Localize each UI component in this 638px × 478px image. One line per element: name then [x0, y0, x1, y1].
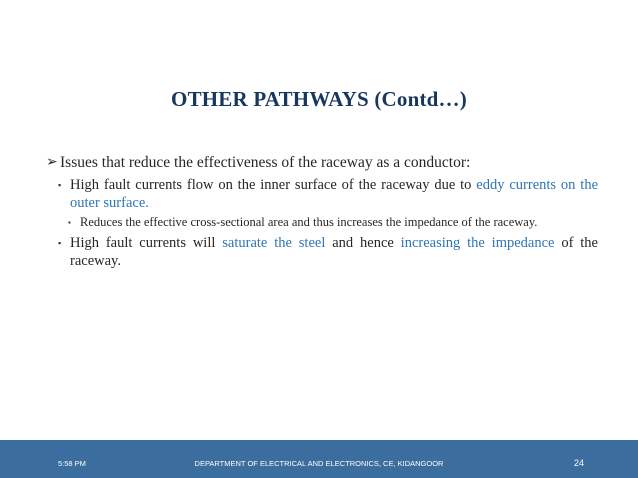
bullet-issues [46, 153, 598, 172]
eddy-currents-highlight: eddy currents on the outer surface. [70, 177, 598, 211]
sub-sub-bullet-area [68, 215, 598, 230]
sub-bullet-saturate-text [70, 234, 598, 270]
increasing-impedance-highlight: increasing the impedance [400, 235, 555, 251]
footer-department: DEPARTMENT OF ELECTRICAL AND ELECTRONICS, CE, KIDANGOOR [194, 459, 444, 468]
page-number: 24 [573, 458, 584, 468]
sub-bullet-saturate [58, 234, 598, 270]
fault-flow-text: High fault currents flow on the inner surface of the raceway due to [70, 177, 477, 193]
slide-title: OTHER PATHWAYS (Contd…) [171, 87, 467, 111]
saturate-steel-highlight: saturate the steel [222, 235, 326, 251]
arrow-bullet-icon: ➢ [46, 155, 58, 170]
sub-bullet-fault-flow [58, 176, 598, 212]
square-bullet-icon: ▪ [58, 238, 62, 248]
saturate-text-b: and hence [325, 235, 401, 251]
slide-body [46, 153, 598, 273]
footer-time: 5:58 PM [58, 459, 86, 468]
sub-sub-bullet-area-text: Reduces the effective cross-sectional area and thus increases the impedance of the raceway. [80, 215, 538, 229]
sub-bullet-fault-flow-text [70, 176, 598, 212]
saturate-text-a: High fault currents will [70, 235, 223, 251]
square-bullet-icon: ▪ [58, 180, 62, 190]
bullet-issues-text: Issues that reduce the effectiveness of the raceway as a conductor: [60, 154, 471, 171]
saturate-text-c: of the raceway. [70, 235, 598, 269]
square-bullet-icon: ▪ [68, 218, 71, 227]
